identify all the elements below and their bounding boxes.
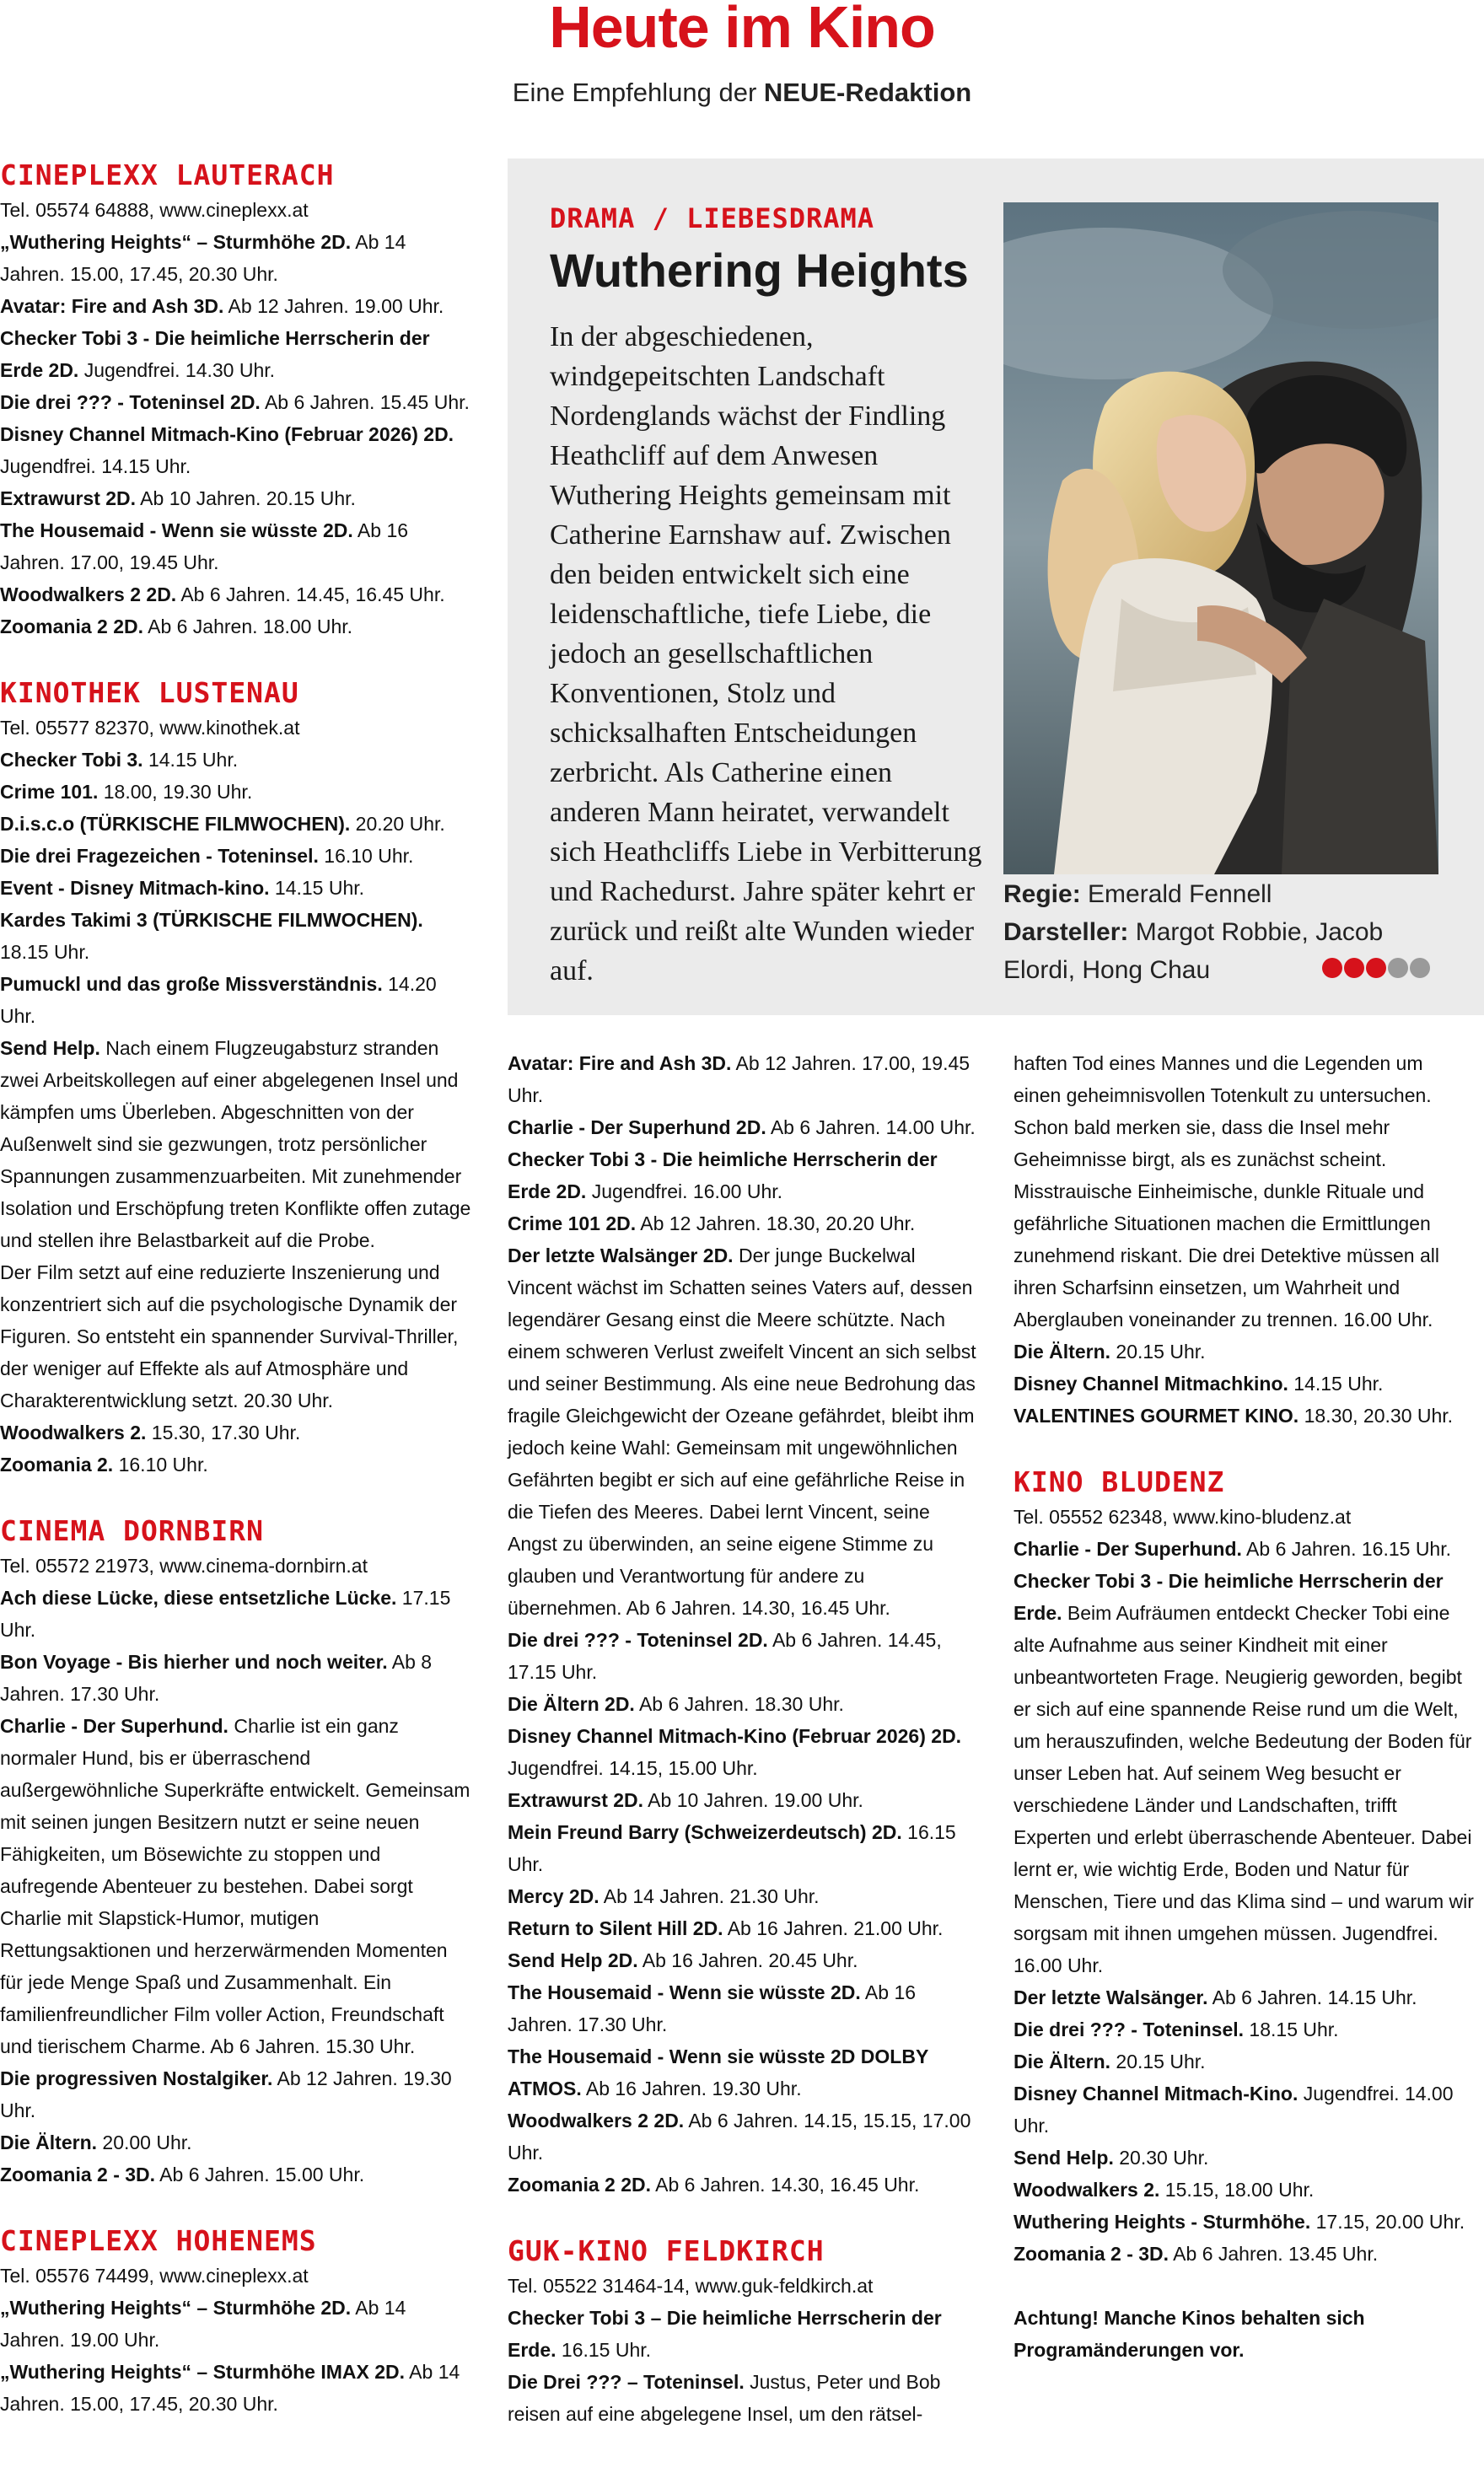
listing-details: Jugendfrei. 14.15, 15.00 Uhr. [508,1757,758,1779]
listing-details: Ab 12 Jahren. 17.00, 19.45 Uhr. [508,1052,971,1106]
listing-details: Ab 6 Jahren. 15.00 Uhr. [155,2164,365,2185]
movie-title: „Wuthering Heights“ – Sturmhöhe 2D. [0,231,352,253]
listing-details: Ab 14 Jahren. 19.00 Uhr. [0,2297,406,2351]
movie-title: „Wuthering Heights“ – Sturmhöhe 2D. [0,2297,352,2319]
listing-details: 17.15 Uhr. [0,1587,451,1641]
movie-title: Mercy 2D. [508,1885,600,1907]
rating-dot-filled [1366,958,1386,978]
listing-entry [508,1912,980,1944]
feature-title: Wuthering Heights [550,244,969,297]
movie-title: Checker Tobi 3 - Die heimliche Herrscherin der Erde 2D. [508,1148,938,1202]
movie-title: D.i.s.c.o (TÜRKISCHE FILMWOCHEN). [0,813,351,835]
listing-details: 14.15 Uhr. [142,749,239,771]
movie-title: Die Ältern. [1014,2051,1111,2072]
listing-entry [508,1688,980,1720]
movie-still-image [1003,202,1438,874]
listing-entry [0,418,472,482]
listing-entry [1014,2174,1476,2206]
movie-title: Woodwalkers 2 2D. [0,583,177,605]
listing-details: 17.15, 20.00 Uhr. [1310,2211,1465,2233]
listing-entry [0,482,472,514]
listing-details: 16.10 Uhr. [113,1454,208,1476]
listing-entry [0,1032,472,1256]
listing-details: Ab 8 Jahren. 17.30 Uhr. [0,1651,433,1705]
movie-title: Ach diese Lücke, diese entsetzliche Lücke. [0,1587,397,1609]
regie-name: Emerald Fennell [1088,880,1272,908]
section-gap [1014,2270,1476,2302]
movie-title: Zoomania 2 - 3D. [1014,2243,1169,2265]
subtitle-bold: NEUE-Redaktion [763,78,972,107]
listing-details: Tel. 05572 21973, www.cinema-dornbirn.at [0,1555,368,1577]
darsteller-names: Margot Robbie, Jacob Elordi, Hong Chau [1003,918,1384,984]
listing-details: 20.15 Uhr. [1110,2051,1206,2072]
listing-details: Jugendfrei. 14.15 Uhr. [0,455,191,477]
movie-title: Extrawurst 2D. [508,1789,644,1811]
listing-entry [0,2126,472,2158]
movie-title: Send Help 2D. [508,1949,638,1971]
listing-details: Ab 6 Jahren. 16.15 Uhr. [1241,1538,1451,1560]
section-gap [0,642,472,675]
section-gap [0,1481,472,1513]
movie-title: Der letzte Walsänger 2D. [508,1244,734,1266]
movie-title: Extrawurst 2D. [0,487,137,509]
listings-column-2 [508,1047,980,2430]
listing-entry [0,1417,472,1449]
movie-still-illustration [1003,202,1438,874]
listing-details: Der junge Buckelwal Vincent wächst im Schatten seines Vaters auf, dessen legendärer Gesang einst die Meere schützte. Nach einem schweren Verlust zweifelt Vincent an sich selbst und seiner Bestimmung. Als eine neue Bedrohung das fragile Gleichgewicht der Ozeane gefährdet, bleibt ihm jedoch keine Wahl: Gemeinsam mit ungewöhnlichen Gefährten begibt er sich auf eine gefährliche Reise in die Tiefen des Meeres. Dabei lernt Vincent, seine Angst zu überwinden, an seine eigene Stimme zu glauben und Verantwortung für andere zu übernehmen. Ab 6 Jahren. 14.30, 16.45 Uhr. [508,1244,976,1619]
listing-details: Der Film setzt auf eine reduzierte Inszenierung und konzentriert sich auf die psychologische Dynamik der Figuren. So entsteht ein spannender Survival-Thriller, der weniger auf Effekte als auf Atmosphäre und Charakterentwicklung setzt. 20.30 Uhr. [0,1261,459,1411]
credit-regie [1003,875,1450,913]
listing-details: 20.00 Uhr. [97,2132,192,2153]
listing-entry [0,226,472,290]
listing-details: Tel. 05576 74499, www.cineplexx.at [0,2265,309,2287]
listing-details: 16.15 Uhr. [508,1821,956,1875]
cinema-heading-kino-bludenz: KINO BLUDENZ [1014,1465,1225,1498]
listing-details: haften Tod eines Mannes und die Legenden um einen geheimnisvollen Totenkult zu untersuchen. Schon bald merken sie, dass die Insel mehr Geheimnisse birgt, als es zunächst scheint. Misstrauische Einheimische, dunkle Rituale und gefährliche Situationen machen die Ermittlungen zunehmend riskant. Die drei Detektive müssen all ihren Scharfsinn einsetzen, um Wahrheit und Aberglauben voneinander zu trennen. 16.00 Uhr. [1014,1052,1439,1331]
listing-details: Ab 6 Jahren. 14.00 Uhr. [766,1116,976,1138]
listing-info [508,2270,980,2302]
listing-details: Ab 6 Jahren. 14.15 Uhr. [1207,1986,1417,2008]
listing-details: Ab 16 Jahren. 20.45 Uhr. [637,1949,858,1971]
listing-entry [508,1143,980,1207]
listing-details: Ab 14 Jahren. 15.00, 17.45, 20.30 Uhr. [0,2361,460,2415]
listing-entry [0,290,472,322]
listing-details: 18.30, 20.30 Uhr. [1298,1405,1454,1427]
listing-entry [1014,2142,1476,2174]
cinema-heading-kinothek-lustenau: KINOTHEK LUSTENAU [0,676,299,709]
listing-entry [1014,2302,1476,2366]
movie-title: Disney Channel Mitmach-Kino (Februar 2026) 2D. [0,423,454,445]
listing-details: Ab 6 Jahren. 13.45 Uhr. [1169,2243,1379,2265]
listing-details: Tel. 05574 64888, www.cineplexx.at [0,199,309,221]
listing-details: Tel. 05522 31464-14, www.guk-feldkirch.at [508,2275,874,2297]
movie-title: Disney Channel Mitmach-Kino. [1014,2083,1298,2105]
listing-entry [0,610,472,642]
listing-entry [508,1047,980,1111]
listing-details: Charlie ist ein ganz normaler Hund, bis er überraschend außergewöhnliche Superkräfte entwickelt. Gemeinsam mit seinen jungen Besitzern nutzt er seine neuen Fähigkeiten, um Bösewichte zu stoppen und aufregende Abenteuer zu bestehen. Dabei sorgt Charlie mit Slapstick-Humor, mutigen Rettungsaktionen und herzerwärmenden Momenten für jede Menge Spaß und Zusammenhalt. Ein familienfreundlicher Film voller Action, Freundschaft und tierischem Charme. Ab 6 Jahren. 15.30 Uhr. [0,1715,470,2057]
listing-details: Beim Aufräumen entdeckt Checker Tobi eine alte Aufnahme aus seiner Kindheit mit einer unbeantworteten Frage. Neugierig geworden, begibt er sich auf eine spannende Reise rund um die Welt, um herauszufinden, welche Bedeutung der Boden für unser Leben hat. Auf seinem Weg besucht er verschiedene Länder und Landschaften, trifft Experten und erlebt überraschende Abenteuer. Dabei lernt er, wie wichtig Erde, Boden und Natur für Menschen, Tiere und das Klima sind – und warum wir sorgsam mit ihnen umgehen müssen. Jugendfrei. 16.00 Uhr. [1014,1602,1474,1976]
listing-entry [508,1976,980,2040]
rating-dot-empty [1388,958,1408,978]
listing-info [0,712,472,744]
movie-title: Crime 101 2D. [508,1212,637,1234]
listing-entry [1014,2206,1476,2238]
section-gap [0,2191,472,2223]
listing-details: Ab 16 Jahren. 17.00, 19.45 Uhr. [0,519,409,573]
movie-title: Achtung! Manche Kinos behalten sich Programänderungen vor. [1014,2307,1365,2361]
listing-details: Ab 14 Jahren. 21.30 Uhr. [599,1885,820,1907]
listing-entry [508,2169,980,2201]
listing-details: 20.15 Uhr. [1110,1341,1206,1363]
movie-title: Woodwalkers 2 2D. [508,2110,685,2132]
rating-dots [1322,958,1430,978]
listing-details: 18.00, 19.30 Uhr. [98,781,253,803]
listing-entry [0,968,472,1032]
listing-entry [508,1784,980,1816]
movie-title: Avatar: Fire and Ash 3D. [0,295,224,317]
listing-entry [1014,2013,1476,2045]
listing-entry [508,1239,980,1624]
listing-details: Ab 6 Jahren. 15.45 Uhr. [260,391,470,413]
listing-details: Ab 10 Jahren. 19.00 Uhr. [643,1789,863,1811]
listing-entry [0,808,472,840]
listing-details: Ab 12 Jahren. 18.30, 20.20 Uhr. [636,1212,916,1234]
movie-title: Charlie - Der Superhund. [1014,1538,1242,1560]
feature-genre: DRAMA / LIEBESDRAMA [550,202,875,234]
listing-entry [1014,2045,1476,2078]
listing-entry [0,1582,472,1646]
movie-title: Zoomania 2. [0,1454,114,1476]
movie-title: The Housemaid - Wenn sie wüsste 2D. [0,519,353,541]
listing-info [0,194,472,226]
listing-details: 16.15 Uhr. [556,2339,652,2361]
movie-title: Wuthering Heights - Sturmhöhe. [1014,2211,1311,2233]
listing-entry [0,2356,472,2420]
listing-info [0,2260,472,2292]
listing-entry [0,776,472,808]
listing-entry [0,1646,472,1710]
listing-entry [508,1624,980,1688]
listing-entry [508,1880,980,1912]
listing-details: Ab 12 Jahren. 19.30 Uhr. [0,2067,452,2121]
rating-dot-filled [1322,958,1342,978]
listing-entry [0,578,472,610]
listing-info [0,1256,472,1417]
listing-details: Ab 14 Jahren. 15.00, 17.45, 20.30 Uhr. [0,231,406,285]
cinema-heading-guk-kino-feldkirch: GUK-KINO FELDKIRCH [508,2234,825,2267]
listing-details: 14.15 Uhr. [269,877,365,899]
movie-title: Checker Tobi 3 - Die heimliche Herrscherin der Erde 2D. [0,327,430,381]
movie-title: Disney Channel Mitmach-Kino (Februar 2026) 2D. [508,1725,962,1747]
movie-title: Woodwalkers 2. [1014,2179,1160,2201]
listing-details: Ab 6 Jahren. 14.15, 15.15, 17.00 Uhr. [508,2110,971,2164]
movie-title: Zoomania 2 2D. [508,2174,651,2196]
listing-details: Jugendfrei. 14.30 Uhr. [78,359,276,381]
listing-details: Ab 6 Jahren. 14.30, 16.45 Uhr. [650,2174,920,2196]
listing-entry [0,744,472,776]
listing-entry [508,1944,980,1976]
listing-entry [508,2040,980,2105]
movie-title: Disney Channel Mitmachkino. [1014,1373,1288,1395]
listing-details: 20.20 Uhr. [350,813,445,835]
section-gap [1014,1432,1476,1464]
listing-entry [0,2158,472,2191]
listing-details: Ab 10 Jahren. 20.15 Uhr. [136,487,356,509]
movie-title: Die Ältern. [0,2132,98,2153]
listing-details: Tel. 05552 62348, www.kino-bludenz.at [1014,1506,1352,1528]
movie-title: Event - Disney Mitmach-kino. [0,877,270,899]
listing-details: 15.15, 18.00 Uhr. [1159,2179,1315,2201]
page-title: Heute im Kino [549,0,935,60]
listing-details: Nach einem Flugzeugabsturz stranden zwei Arbeitskollegen auf einer abgelegenen Insel und kämpfen ums Überleben. Abgeschnitten von der Außenwelt sind sie gezwungen, trotz persönlicher Spannungen zusammenzuarbeiten. Mit zunehmender Isolation und Erschöpfung treten Konflikte offen zutage und stellen ihre Belastbarkeit auf die Probe. [0,1037,471,1251]
listing-entry [0,1710,472,2062]
page-subtitle [0,78,1484,108]
movie-title: VALENTINES GOURMET KINO. [1014,1405,1299,1427]
rating-dot-filled [1344,958,1364,978]
section-gap [508,2201,980,2233]
listing-details: Jugendfrei. 16.00 Uhr. [586,1180,783,1202]
listing-entry [0,2292,472,2356]
listing-details: Ab 16 Jahren. 17.30 Uhr. [508,1981,917,2035]
listing-entry [0,514,472,578]
listing-details: 16.10 Uhr. [318,845,414,867]
movie-title: Checker Tobi 3 – Die heimliche Herrscherin der Erde. [508,2307,942,2361]
listing-entry [1014,2238,1476,2270]
movie-title: Avatar: Fire and Ash 3D. [508,1052,732,1074]
listing-entry [508,1720,980,1784]
movie-title: Checker Tobi 3. [0,749,143,771]
movie-title: Die drei Fragezeichen - Toteninsel. [0,845,319,867]
movie-title: Pumuckl und das große Missverständnis. [0,973,383,995]
listing-details: Ab 6 Jahren. 18.30 Uhr. [634,1693,844,1715]
listing-details: Ab 6 Jahren. 14.45, 16.45 Uhr. [176,583,445,605]
listing-entry [0,904,472,968]
listing-entry [508,2366,980,2430]
listing-entry [0,872,472,904]
listing-entry [1014,1565,1476,1981]
listing-entry [0,322,472,386]
listing-details: Ab 16 Jahren. 21.00 Uhr. [723,1917,944,1939]
listing-entry [1014,1368,1476,1400]
listing-entry [1014,1400,1476,1432]
listing-details: 14.15 Uhr. [1288,1373,1384,1395]
listing-entry [508,2105,980,2169]
movie-title: The Housemaid - Wenn sie wüsste 2D DOLBY ATMOS. [508,2045,928,2099]
cinema-heading-cinema-dornbirn: CINEMA DORNBIRN [0,1514,265,1547]
movie-title: Checker Tobi 3 - Die heimliche Herrscherin der Erde. [1014,1570,1444,1624]
listing-entry [0,840,472,872]
listing-entry [1014,1533,1476,1565]
movie-title: Zoomania 2 - 3D. [0,2164,156,2185]
movie-title: The Housemaid - Wenn sie wüsste 2D. [508,1981,861,2003]
listing-details: 18.15 Uhr. [1244,2019,1339,2040]
movie-title: Die drei ??? - Toteninsel 2D. [508,1629,768,1651]
listing-details: Ab 6 Jahren. 18.00 Uhr. [142,616,353,637]
listing-info [1014,1501,1476,1533]
listing-entry [0,2062,472,2126]
listing-entry [0,386,472,418]
movie-title: Bon Voyage - Bis hierher und noch weiter. [0,1651,388,1673]
listing-entry [508,1816,980,1880]
cinema-heading-cineplexx-hohenems: CINEPLEXX HOHENEMS [0,2224,317,2257]
listing-entry [508,2302,980,2366]
listing-entry [508,1207,980,1239]
listings-column-3 [1014,1047,1476,2366]
listing-entry [1014,1981,1476,2013]
listing-entry [1014,1336,1476,1368]
movie-title: Send Help. [1014,2147,1114,2169]
movie-title: Charlie - Der Superhund 2D. [508,1116,766,1138]
listing-details: Ab 16 Jahren. 19.30 Uhr. [581,2078,802,2099]
movie-title: Send Help. [0,1037,100,1059]
movie-title: Mein Freund Barry (Schweizerdeutsch) 2D. [508,1821,902,1843]
movie-title: Die drei ??? - Toteninsel 2D. [0,391,261,413]
subtitle-prefix: Eine Empfehlung der [512,78,764,107]
listing-entry [1014,2078,1476,2142]
listing-details: 14.20 Uhr. [0,973,437,1027]
movie-title: Woodwalkers 2. [0,1422,147,1443]
movie-title: Die drei ??? - Toteninsel. [1014,2019,1245,2040]
movie-title: Die progressiven Nostalgiker. [0,2067,273,2089]
listing-details: Jugendfrei. 14.00 Uhr. [1014,2083,1454,2137]
movie-title: Der letzte Walsänger. [1014,1986,1208,2008]
listing-details: Ab 12 Jahren. 19.00 Uhr. [223,295,444,317]
movie-title: Die Ältern. [1014,1341,1111,1363]
movie-title: Return to Silent Hill 2D. [508,1917,723,1939]
movie-title: Die Drei ??? – Toteninsel. [508,2371,745,2393]
movie-title: Zoomania 2 2D. [0,616,143,637]
listing-details: 18.15 Uhr. [0,941,90,963]
listing-details: Ab 6 Jahren. 14.45, 17.15 Uhr. [508,1629,942,1683]
listing-entry [508,1111,980,1143]
listing-info [0,1550,472,1582]
feature-synopsis: In der abgeschiedenen, windgepeitschten Landschaft Nordenglands wächst der Findling Heathcliff auf dem Anwesen Wuthering Heights gemeinsam mit Catherine Earnshaw auf. Zwischen den beiden entwickelt sich eine leidenschaftliche, tiefe Liebe, die jedoch an gesellschaftlichen Konventionen, Stolz und schicksalhaften Entscheidungen zerbricht. Als Catherine einen anderen Mann heiratet, verwandelt sich Heathcliffs Liebe in Verbitterung und Rachedurst. Jahre später kehrt er zurück und reißt alte Wunden wieder auf. [550,321,982,986]
darsteller-label: Darsteller: [1003,918,1129,946]
regie-label: Regie: [1003,880,1081,908]
rating-dot-empty [1410,958,1430,978]
listings-column-1 [0,157,472,2420]
movie-title: „Wuthering Heights“ – Sturmhöhe IMAX 2D. [0,2361,406,2383]
listing-details: Tel. 05577 82370, www.kinothek.at [0,717,300,739]
movie-title: Crime 101. [0,781,99,803]
listing-info [1014,1047,1476,1336]
movie-title: Charlie - Der Superhund. [0,1715,229,1737]
listing-details: 15.30, 17.30 Uhr. [146,1422,301,1443]
listing-details: 20.30 Uhr. [1113,2147,1209,2169]
movie-title: Kardes Takimi 3 (TÜRKISCHE FILMWOCHEN). [0,909,423,931]
listing-details: Justus, Peter und Bob reisen auf eine abgelegene Insel, um den rätsel- [508,2371,941,2425]
cinema-heading-cineplexx-lauterach: CINEPLEXX LAUTERACH [0,159,335,191]
listing-entry [0,1449,472,1481]
movie-title: Die Ältern 2D. [508,1693,635,1715]
